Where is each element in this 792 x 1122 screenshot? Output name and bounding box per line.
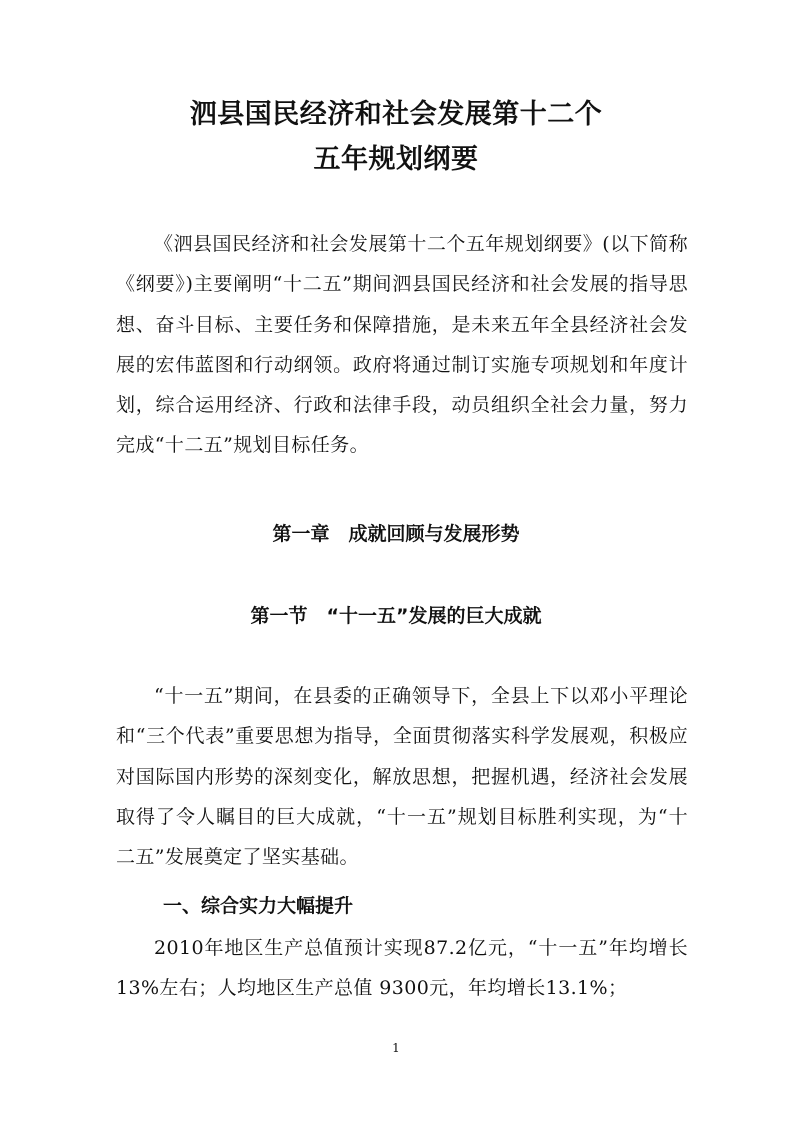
section-paragraph: “十一五”期间，在县委的正确领导下，全县上下以邓小平理论和“三个代表”重要思想为指导，全面贯彻落实科学发展观，积极应对国际国内形势的深刻变化，解放思想，把握机遇，经济社会发展取得了令人瞩目的巨大成就，“十一五”规划目标胜利实现，为“十二五”发展奠定了坚实基础。 <box>116 685 688 869</box>
paragraph-2010-gdp: 2010年地区生产总值预计实现87.2亿元，“十一五”年均增长13%左右；人均地区生产总值 9300元，年均增长13.1%； <box>116 937 688 1000</box>
document-title-line-2: 五年规划纲要 <box>313 144 479 175</box>
page-number: 1 <box>392 1041 400 1055</box>
section-heading: 第一节 “十一五”发展的巨大成就 <box>250 605 542 627</box>
document-title-line-1: 泗县国民经济和社会发展第十二个 <box>189 99 603 130</box>
chapter-heading: 第一章 成就回顾与发展形势 <box>272 523 520 545</box>
subheading-comprehensive-strength: 一、综合实力大幅提升 <box>163 895 354 917</box>
intro-paragraph: 《泗县国民经济和社会发展第十二个五年规划纲要》(以下简称《纲要》)主要阐明“十二五”期间泗县国民经济和社会发展的指导思想、奋斗目标、主要任务和保障措施，是未来五年全县经济社会发展的宏伟蓝图和行动纲领。政府将通过制订实施专项规划和年度计划，综合运用经济、行政和法律手段，动员组织全社会力量，努力完成“十二五”规划目标任务。 <box>116 233 688 457</box>
